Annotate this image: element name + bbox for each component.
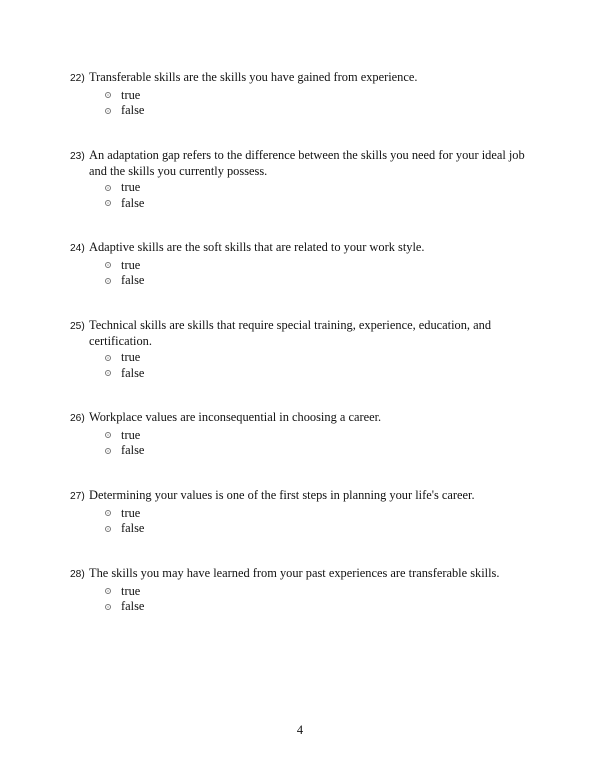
option-true[interactable]: [105, 506, 540, 522]
option-false[interactable]: [105, 196, 540, 212]
option-true[interactable]: [105, 88, 540, 104]
question-text: Workplace values are inconsequential in choosing a career.: [89, 410, 382, 424]
question-stem: [70, 410, 540, 427]
option-false[interactable]: [105, 521, 540, 537]
option-label: true: [121, 350, 141, 365]
radio-button-icon[interactable]: [105, 108, 111, 114]
question-text: Transferable skills are the skills you have gained from experience.: [89, 70, 418, 84]
option-label: true: [121, 427, 141, 442]
question-26: [70, 410, 540, 459]
option-label: true: [121, 505, 141, 520]
option-true[interactable]: [105, 180, 540, 196]
option-false[interactable]: [105, 443, 540, 459]
question-stem: [70, 318, 540, 349]
question-stem: [70, 488, 540, 505]
question-27: [70, 488, 540, 537]
radio-button-icon[interactable]: [105, 588, 111, 594]
option-false[interactable]: [105, 366, 540, 382]
option-true[interactable]: [105, 428, 540, 444]
radio-button-icon[interactable]: [105, 604, 111, 610]
question-22: [70, 70, 540, 119]
option-true[interactable]: [105, 584, 540, 600]
question-stem: [70, 148, 540, 179]
question-text: The skills you may have learned from your past experiences are transferable skills.: [89, 566, 500, 580]
option-label: true: [121, 180, 141, 195]
option-label: false: [121, 273, 145, 288]
question-text: Determining your values is one of the first steps in planning your life's career.: [89, 488, 475, 502]
radio-button-icon[interactable]: [105, 200, 111, 206]
option-label: false: [121, 443, 145, 458]
question-23: [70, 148, 540, 211]
radio-button-icon[interactable]: [105, 510, 111, 516]
radio-button-icon[interactable]: [105, 448, 111, 454]
question-number: 26): [70, 413, 85, 424]
option-false[interactable]: [105, 273, 540, 289]
radio-button-icon[interactable]: [105, 355, 111, 361]
question-text: Adaptive skills are the soft skills that are related to your work style.: [89, 240, 425, 254]
answer-options: [105, 88, 540, 119]
option-label: false: [121, 103, 145, 118]
radio-button-icon[interactable]: [105, 262, 111, 268]
question-number: 27): [70, 491, 85, 502]
question-text: An adaptation gap refers to the difference between the skills you need for your ideal job and the skills you currently possess.: [89, 148, 525, 178]
radio-button-icon[interactable]: [105, 432, 111, 438]
option-label: false: [121, 599, 145, 614]
option-true[interactable]: [105, 350, 540, 366]
option-label: false: [121, 195, 145, 210]
radio-button-icon[interactable]: [105, 278, 111, 284]
answer-options: [105, 506, 540, 537]
answer-options: [105, 350, 540, 381]
radio-button-icon[interactable]: [105, 185, 111, 191]
question-number: 28): [70, 569, 85, 580]
question-stem: [70, 240, 540, 257]
radio-button-icon[interactable]: [105, 526, 111, 532]
question-stem: [70, 566, 540, 583]
question-text: Technical skills are skills that require special training, experience, education, and certification.: [89, 318, 492, 348]
option-true[interactable]: [105, 258, 540, 274]
answer-options: [105, 180, 540, 211]
answer-options: [105, 584, 540, 615]
radio-button-icon[interactable]: [105, 370, 111, 376]
question-number: 22): [70, 73, 85, 84]
page-number: 4: [296, 723, 304, 737]
question-28: [70, 566, 540, 615]
question-stem: [70, 70, 540, 87]
option-false[interactable]: [105, 599, 540, 615]
option-label: true: [121, 87, 141, 102]
question-25: [70, 318, 540, 381]
answer-options: [105, 258, 540, 289]
radio-button-icon[interactable]: [105, 92, 111, 98]
question-number: 23): [70, 151, 85, 162]
question-number: 24): [70, 243, 85, 254]
option-label: true: [121, 583, 141, 598]
option-label: false: [121, 365, 145, 380]
option-label: true: [121, 257, 141, 272]
question-24: [70, 240, 540, 289]
option-false[interactable]: [105, 103, 540, 119]
answer-options: [105, 428, 540, 459]
question-number: 25): [70, 321, 85, 332]
option-label: false: [121, 521, 145, 536]
